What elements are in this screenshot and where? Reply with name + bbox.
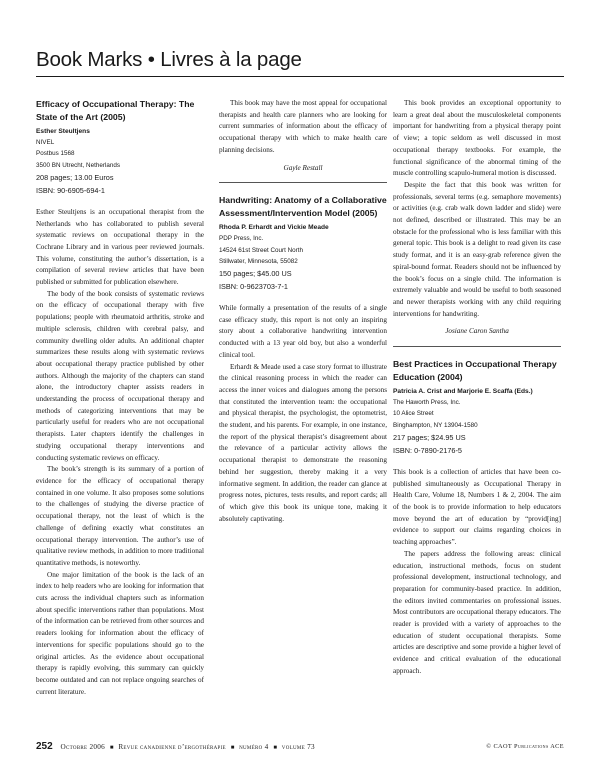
footer-issue: numéro 4 (239, 743, 269, 751)
footer-copyright: © CAOT Publications ACE (486, 743, 564, 750)
review-divider (393, 346, 561, 347)
review-1-address-2: 3500 BN Utrecht, Netherlands (36, 161, 121, 169)
review-1-meta (36, 126, 204, 197)
footer-date: Octobre 2006 (60, 743, 106, 751)
review-1-paragraph: The body of the book consists of systematic reviews on the efficacy of occupational therapy with five populations; people with rheumatoid arthritis, stroke and multiple sclerosis, children with cerebral palsy, and community dwelling older adults. An additional chapter summarizes these results along with systematic reviews about occupational therapy practice published by other authors. Although the majority of the chapters can stand alone, the introductory chapter assists readers in understanding the process of occupational therapy and methods of categorizing interventions that may be particularly useful for readers who are not occupational therapists. Later chapters identify the challenges in studying occupational therapy interventions and conducting systematic reviews on efficacy. (36, 289, 204, 462)
review-3-author: Patricia A. Crist and Marjorie E. Scaffa (Eds.) (393, 388, 533, 396)
header-rule (36, 76, 564, 77)
footer-separator: ■ (109, 745, 114, 751)
review-2-meta (219, 222, 387, 293)
review-2-address-1: 14524 61st Street Court North (219, 246, 304, 254)
review-3-meta (393, 386, 561, 457)
review-3-address-2: Binghampton, NY 13904-1580 (393, 421, 478, 429)
review-1-price: 208 pages; 13.00 Euros (36, 172, 114, 182)
column-3 (393, 98, 561, 678)
review-1-publisher: NIVEL (36, 139, 55, 147)
review-1-paragraph: This book may have the most appeal for occupational therapists and health care planners who are looking for current summaries of information about the efficacy of occupational therapy with which to make health care planning decisions. (219, 99, 387, 154)
review-2-paragraph: This book provides an exceptional opportunity to learn a great deal about the musculoskeletal components important for handwriting from a physical therapy point of view; a topic seldom as well discussed in most occupational therapy textbooks. For example, the functional significance of the abnormal timing of the muscle controlling scapulo-humeral motion is discussed. (393, 99, 561, 178)
review-3-publisher: The Haworth Press, Inc. (393, 399, 461, 407)
review-2-author: Rhoda P. Erhardt and Vickie Meade (219, 224, 329, 232)
review-1-reviewer: Gayle Restall (283, 163, 323, 172)
review-1-address-1: Postbus 1568 (36, 150, 75, 158)
review-3-title: Best Practices in Occupational Therapy Education (2004) (393, 359, 557, 383)
footer-separator: ■ (230, 745, 235, 751)
column-1 (36, 98, 204, 698)
review-2-price: 150 pages; $45.00 US (219, 269, 292, 279)
review-1-paragraph: One major limitation of the book is the lack of an index to help readers who are looking for information that cuts across the individual chapters such as information about specific interventions rather than populations. Most of the information can be retrieved from other sources and readers looking for information about the efficacy of interventions for specific populations should go to the original articles. As the evidence about occupational therapy is rapidly evolving, this summary can quickly become outdated and can not replace ongoing searches of current literature. (36, 570, 204, 696)
review-2-reviewer: Josiane Caron Santha (445, 327, 509, 336)
review-3-price: 217 pages; $24.95 US (393, 432, 466, 442)
footer-volume: volume 73 (281, 743, 315, 751)
review-2-publisher: PDP Press, Inc. (219, 235, 264, 243)
review-divider (219, 182, 387, 183)
review-2-paragraph: Despite the fact that this book was written for professionals, several terms (e.g. semaphore movements) or activities (e.g. crab walk down ladder and slide) were not defined, described or illustrated. This may be an obstacle for the professional who is less familiar with this general topic. This book is a delight to read given its case study format, and it is an easy-grab reference given the spiral-bound format. Readers should not be influenced by the book’s focus on a single child. The information is extremely valuable and would be useful to both seasoned and newer therapists working with any child requiring interventions for handwriting. (393, 180, 561, 318)
review-1-title: Efficacy of Occupational Therapy: The State of the Art (2005) (36, 99, 195, 122)
review-1-isbn: ISBN: 90-6905-694-1 (36, 185, 105, 195)
page-number: 252 (36, 741, 53, 752)
review-3-isbn: ISBN: 0-7890-2176-5 (393, 445, 462, 455)
review-2-title: Handwriting: Anatomy of a Collaborative Assessment/Intervention Model (2005) (219, 195, 387, 219)
footer-journal: Revue canadienne d’ergothérapie (118, 743, 226, 751)
review-2-paragraph: While formally a presentation of the results of a single case efficacy study, this report is not only an inspiring story about a collaborative handwriting intervention conducted with a 13 year old boy, but also a wonderful clinical tool. (219, 304, 387, 359)
page-footer (36, 740, 564, 754)
review-2-paragraph: Erhardt & Meade used a case story format to illustrate the clinical reasoning process in which the reader can access the inner voices and dialogues among the persons that constituted the intervention team: the occupational and physical therapist, the psychologist, the optometrist, the student, and his parents. For example, in one instance, the report of the physical therapist’s disagreement about the relevance of a particular activity allows the occupational therapist to demonstrate the reasoning behind her suggestion, thereby making it a very informative segment. In addition, the reader can glance at progress notes, pictures, tests results, and report cards; all of which give this book its unique tone, making it absolutely captivating. (219, 362, 387, 523)
review-2-address-2: Stillwater, Minnesota, 55082 (219, 257, 298, 265)
footer-separator: ■ (273, 745, 277, 751)
review-1-paragraph: The book’s strength is its summary of a portion of evidence for the efficacy of occupational therapy contained in one volume. It also proposes some solutions to the challenges of studying the diverse practice of occupational therapy, not the least of which is the challenge of defining exactly what constitutes an occupational therapy intervention. The author’s use of qualitative review methods, in addition to more traditional quantitative methods, is noteworthy. (36, 465, 204, 567)
section-header-title: Book Marks • Livres à la page (36, 48, 302, 71)
review-3-paragraph: The papers address the following areas: clinical education, instructional methods, focus on student professional development, instructional technology, and preparation for community-based practice. In addition, the editors invited commentaries on professional issues. Most contributors are occupational therapy educators. The reader is provided with a variety of approaches to the education of student occupational therapists. Some articles are descriptive and some provide a higher level of evidence and critical evaluation of the educational approach. (393, 549, 561, 675)
column-2 (219, 98, 387, 525)
review-1-author: Esther Steultjens (36, 128, 90, 135)
review-1-paragraph: Esther Steultjens is an occupational therapist from the Netherlands who has collaborated to publish several systematic reviews on occupational therapy in the Cochrane Library and in various peer reviewed journals. This volume, constituting the author’s dissertation, is a compilation of several review articles that have been published or submitted for publication elsewhere. (36, 207, 204, 287)
review-3-paragraph: This book is a collection of articles that have been co-published simultaneously as Occupational Therapy in Health Care, Volume 18, Numbers 1 & 2, 2004. The aim of the book is to provide information to help educators move beyond the art of education by “provid[ing] evidence to support our claims regarding choices in teaching approaches”. (393, 467, 561, 547)
review-3-address-1: 10 Alice Street (393, 410, 434, 418)
review-2-isbn: ISBN: 0-9623703-7-1 (219, 282, 288, 292)
